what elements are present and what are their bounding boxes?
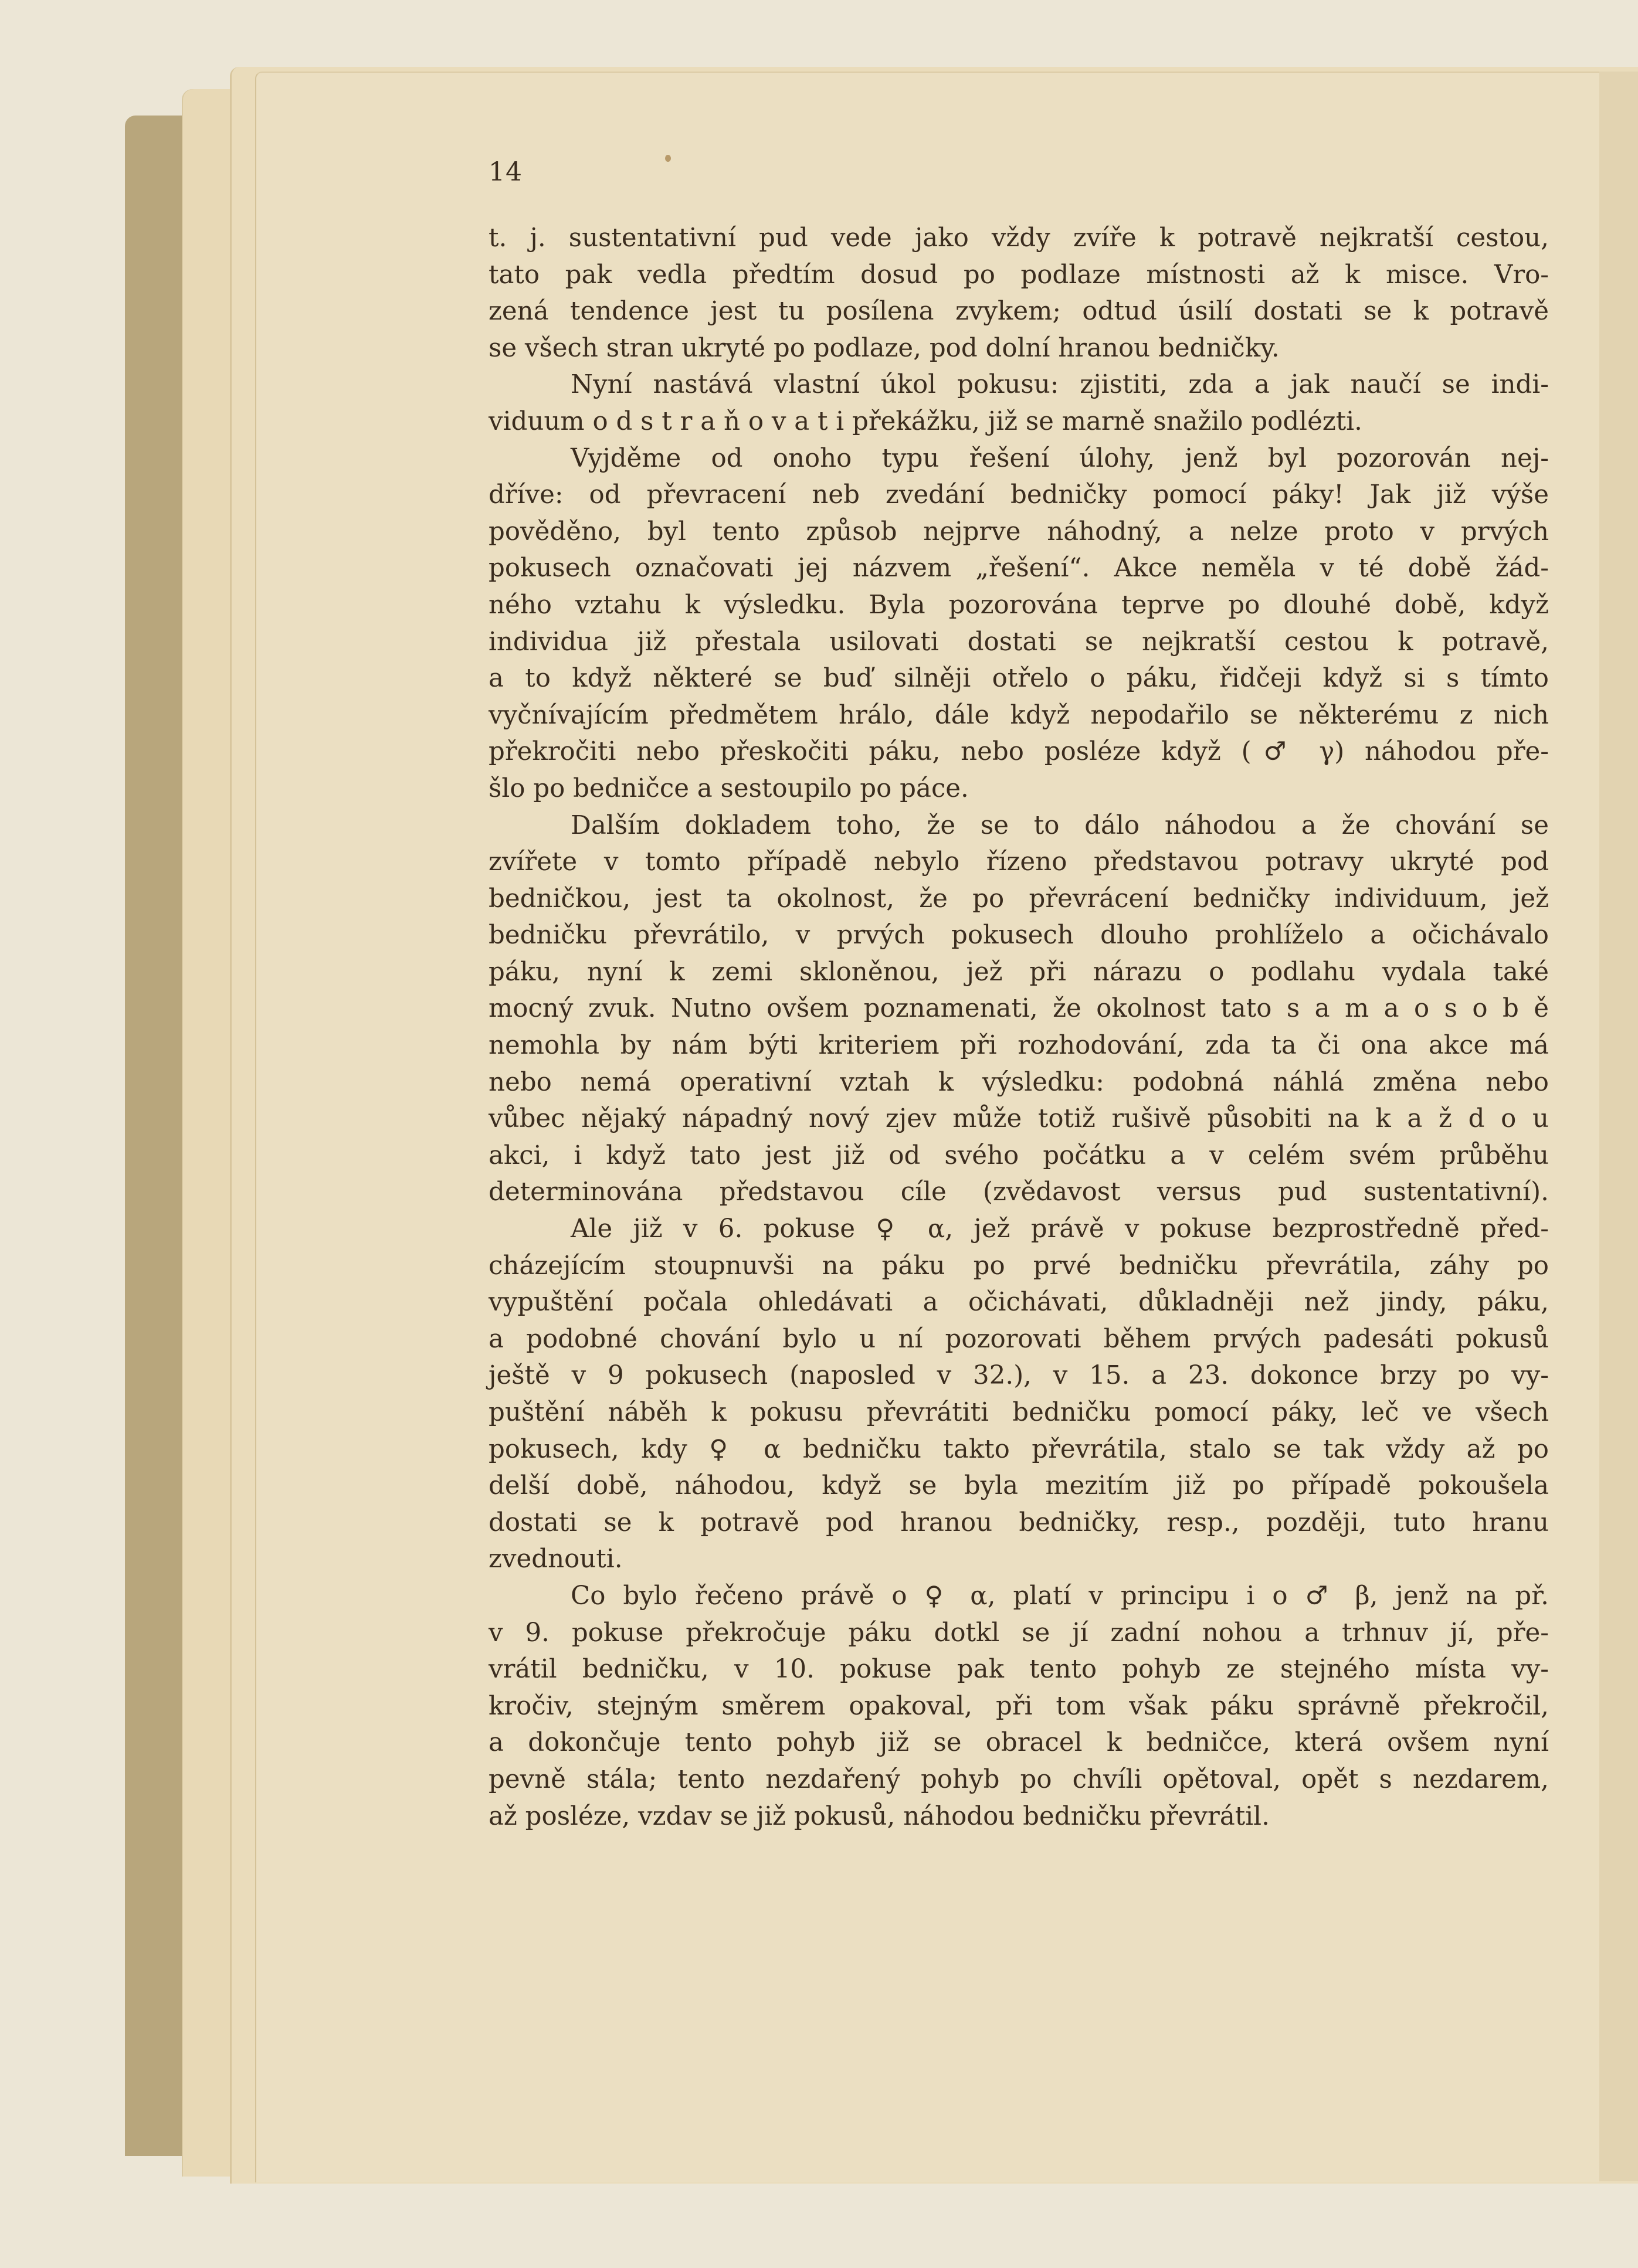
text-line: mocný zvuk. Nutno ovšem poznamenati, že okolnost tato s a m a o s o b ě bbox=[489, 994, 1549, 1024]
text-line: kročiv, stejným směrem opakoval, při tom však páku správně překročil, bbox=[489, 1691, 1549, 1721]
text-line: vyčnívajícím předmětem hrálo, dále když nepodařilo se některému z nich bbox=[489, 700, 1549, 730]
text-line: nemohla by nám býti kriteriem při rozhodování, zda ta či ona akce má bbox=[489, 1031, 1549, 1061]
text-line: tato pak vedla předtím dosud po podlaze místnosti až k misce. Vro- bbox=[489, 260, 1549, 290]
text-line: a to když některé se buď silněji otřelo o páku, řidčeji když si s tímto bbox=[489, 664, 1549, 694]
body-text bbox=[489, 220, 1549, 1835]
text-line: ného vztahu k výsledku. Byla pozorována teprve po dlouhé době, když bbox=[489, 590, 1549, 620]
text-line: bedničku převrátilo, v prvých pokusech dlouho prohlíželo a očichávalo bbox=[489, 921, 1549, 950]
text-line: nebo nemá operativní vztah k výsledku: podobná náhlá změna nebo bbox=[489, 1067, 1549, 1097]
text-line: až posléze, vzdav se již pokusů, náhodou bedničku převrátil. bbox=[489, 1801, 1270, 1831]
text-line: Vyjděme od onoho typu řešení úlohy, jenž byl pozorován nej- bbox=[571, 443, 1549, 473]
text-line: puštění náběh k pokusu převrátiti bedničku pomocí páky, leč ve všech bbox=[489, 1398, 1549, 1427]
text-line: determinována představou cíle (zvědavost versus pud sustentativní). bbox=[489, 1177, 1549, 1207]
text-line: cházejícím stoupnuvši na páku po prvé bedničku převrátila, záhy po bbox=[489, 1251, 1549, 1281]
text-line: šlo po bedničce a sestoupilo po páce. bbox=[489, 773, 969, 803]
text-line: pokusech, kdy ♀ α bedničku takto převrátila, stalo se tak vždy až po bbox=[489, 1434, 1549, 1464]
text-line: t. j. sustentativní pud vede jako vždy zvíře k potravě nejkratší cestou, bbox=[489, 223, 1549, 253]
text-line: pokusech označovati jej názvem „řešení“. Akce neměla v té době žád- bbox=[489, 554, 1549, 583]
page-number: 14 bbox=[489, 157, 523, 187]
text-line: a podobné chování bylo u ní pozorovati během prvých padesáti pokusů bbox=[489, 1324, 1549, 1354]
text-line: Nyní nastává vlastní úkol pokusu: zjistiti, zda a jak naučí se indi- bbox=[571, 370, 1549, 400]
text-line: překročiti nebo přeskočiti páku, nebo posléze když (♂ γ) náhodou pře- bbox=[489, 737, 1549, 767]
facing-page-edge bbox=[1598, 72, 1638, 2181]
text-line: bedničkou, jest ta okolnost, že po převrácení bedničky individuum, jež bbox=[489, 884, 1549, 914]
text-line: dříve: od převracení neb zvedání bedničky pomocí páky! Jak již výše bbox=[489, 480, 1549, 510]
text-line: Ale již v 6. pokuse ♀ α, jež právě v pokuse bezprostředně před- bbox=[571, 1214, 1549, 1244]
text-line: páku, nyní k zemi skloněnou, jež při nárazu o podlahu vydala také bbox=[489, 957, 1549, 987]
text-line: delší době, náhodou, když se byla mezitím již po případě pokoušela bbox=[489, 1471, 1549, 1501]
text-line: pověděno, byl tento způsob nejprve náhodný, a nelze proto v prvých bbox=[489, 517, 1549, 546]
text-line: Dalším dokladem toho, že se to dálo náhodou a že chování se bbox=[571, 810, 1549, 840]
text-line: dostati se k potravě pod hranou bedničky, resp., později, tuto hranu bbox=[489, 1508, 1549, 1537]
text-line: individua již přestala usilovati dostati se nejkratší cestou k potravě, bbox=[489, 627, 1549, 657]
text-line: akci, i když tato jest již od svého počátku a v celém svém průběhu bbox=[489, 1140, 1549, 1170]
text-line: vůbec nějaký nápadný nový zjev může totiž rušivě působiti na k a ž d o u bbox=[489, 1104, 1549, 1134]
text-line: vypuštění počala ohledávati a očichávati, důkladněji než jindy, páku, bbox=[489, 1288, 1549, 1318]
text-line: zená tendence jest tu posílena zvykem; odtud úsilí dostati se k potravě bbox=[489, 297, 1549, 327]
text-line: v 9. pokuse překročuje páku dotkl se jí zadní nohou a trhnuv jí, pře- bbox=[489, 1618, 1549, 1648]
text-line: Co bylo řečeno právě o ♀ α, platí v principu i o ♂ β, jenž na př. bbox=[571, 1581, 1549, 1611]
text-line: zvednouti. bbox=[489, 1544, 623, 1574]
text-line: ještě v 9 pokusech (naposled v 32.), v 15. a 23. dokonce brzy po vy- bbox=[489, 1361, 1549, 1391]
text-line: zvířete v tomto případě nebylo řízeno představou potravy ukryté pod bbox=[489, 847, 1549, 877]
text-line: a dokončuje tento pohyb již se obracel k bedničce, která ovšem nyní bbox=[489, 1728, 1549, 1758]
text-line: vrátil bedničku, v 10. pokuse pak tento pohyb ze stejného místa vy- bbox=[489, 1655, 1549, 1685]
text-line: viduum o d s t r a ň o v a t i překážku, již se marně snažilo podlézti. bbox=[489, 406, 1362, 436]
paper-spot bbox=[665, 155, 671, 162]
text-line: se všech stran ukryté po podlaze, pod dolní hranou bedničky. bbox=[489, 333, 1280, 363]
text-line: pevně stála; tento nezdařený pohyb po chvíli opětoval, opět s nezdarem, bbox=[489, 1764, 1549, 1794]
